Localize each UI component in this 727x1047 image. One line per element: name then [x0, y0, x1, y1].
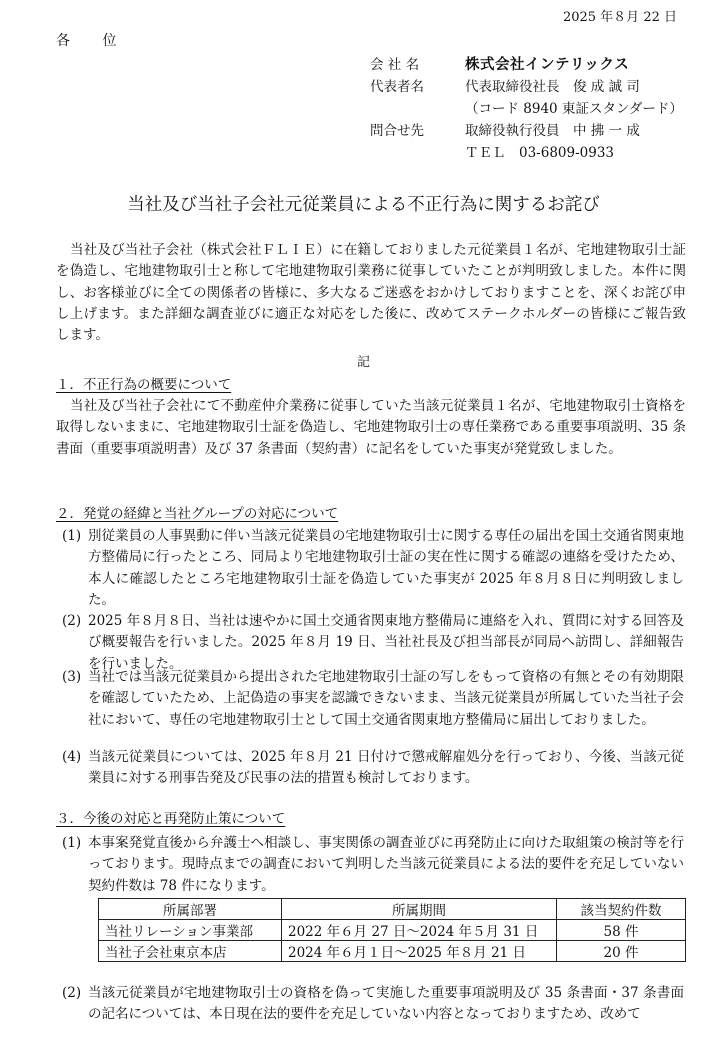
- item-text: 本事案発覚直後から弁護士へ相談し、事実関係の調査並びに再発防止に向けた取組策の検討等を行っております。現時点までの調査において判明した当該元従業員による法的要件を充足していない契約件数は 78 件になります。: [88, 835, 684, 894]
- item-number: (1): [62, 835, 82, 851]
- company-row: [370, 54, 630, 76]
- table-header-row: [99, 899, 686, 920]
- item-number: (2): [62, 985, 82, 1001]
- contact-row: [370, 120, 640, 142]
- contact-person: 取締役執行役員 中 拂 一 成: [465, 123, 640, 139]
- representative-label: 代表者名: [370, 79, 424, 95]
- cell-count: 58 件: [557, 920, 686, 941]
- document-date: 2025 年８月 22 日: [562, 10, 677, 25]
- section2-heading: ２．発覚の経緯と当社グループの対応について: [56, 506, 339, 522]
- representative-name: 代表取締役社長 俊 成 誠 司: [465, 79, 640, 95]
- cell-period: 2022 年６月 27 日～2024 年５月 31 日: [282, 920, 557, 941]
- stock-code-row: [370, 98, 683, 120]
- cell-count: 20 件: [557, 941, 686, 962]
- section2-item-4: [62, 747, 684, 790]
- contracts-table: [98, 898, 686, 962]
- representative-row: [370, 76, 640, 98]
- ki-marker: 記: [356, 355, 370, 370]
- header-department: 所属部署: [99, 899, 282, 920]
- item-text: 当該元従業員については、2025 年８月 21 日付けで懲戒解雇処分を行っており、今後、当該元従業員に対する刑事告発及び民事の法的措置も検討しております。: [88, 749, 684, 787]
- item-number: (1): [62, 528, 82, 544]
- header-period: 所属期間: [282, 899, 557, 920]
- item-number: (2): [62, 613, 82, 629]
- stock-code: （コード 8940 東証スタンダード）: [465, 101, 683, 117]
- item-text: 2025 年８月８日、当社は速やかに国土交通省関東地方整備局に連絡を入れ、質問に対する回答及び概要報告を行いました。2025 年８月 19 日、当社社長及び担当部長が同局へ訪問し、詳細報告を行いました。: [88, 613, 684, 672]
- section2-item-1: [62, 526, 684, 611]
- intro-paragraph: 当社及び当社子会社（株式会社ＦＬＩＥ）に在籍しておりました元従業員１名が、宅地建物取引士証を偽造し、宅地建物取引士と称して宅地建物取引業務に従事していたことが判明致しました。本件に関し、お客様並びに全ての関係者の皆様に、多大なるご迷惑をおかけしておりますことを、深くお詫び申し上げます。また詳細な調査並びに適正な対応をした後に、改めてステークホルダーの皆様にご報告致します。: [56, 242, 686, 344]
- company-name: 株式会社インテリックス: [465, 57, 630, 73]
- recipient: 各 位: [56, 33, 131, 49]
- issuer-info: [370, 54, 683, 164]
- section3-item-1: [62, 833, 684, 897]
- company-label: 会 社 名: [370, 57, 420, 73]
- cell-department: 当社リレーション事業部: [99, 920, 282, 941]
- cell-period: 2024 年６月１日～2025 年８月 21 日: [282, 941, 557, 962]
- document-title: 当社及び当社子会社元従業員による不正行為に関するお詫び: [127, 195, 600, 215]
- section3-item-2: [62, 983, 684, 1026]
- contact-label: 問合せ先: [370, 123, 424, 139]
- item-number: (4): [62, 749, 82, 765]
- tel-row: [370, 142, 615, 164]
- section2-item-2: [62, 611, 684, 675]
- section3-heading: ３．今後の対応と再発防止策について: [56, 811, 286, 827]
- table-row: [99, 920, 686, 941]
- section1-body: 当社及び当社子会社にて不動産仲介業務に従事していた当該元従業員１名が、宅地建物取引士資格を取得しないままに、宅地建物取引士証を偽造し、宅地建物取引士の専任業務である重要事項説明、35 条書面（重要事項説明書）及び 37 条書面（契約書）に記名をしていた事実が発覚致しました。: [56, 398, 686, 457]
- table-row: [99, 941, 686, 962]
- header-count: 該当契約件数: [557, 899, 686, 920]
- cell-department: 当社子会社東京本店: [99, 941, 282, 962]
- item-text: 当該元従業員が宅地建物取引士の資格を偽って実施した重要事項説明及び 35 条書面・37 条書面の記名については、本日現在法的要件を充足していない内容となっておりますため、改めて: [88, 985, 684, 1023]
- contact-tel: ＴＥＬ 03-6809-0933: [465, 145, 615, 161]
- item-text: 当社では当該元従業員から提出された宅地建物取引士証の写しをもって資格の有無とその有効期限を確認していたため、上記偽造の事実を認識できないまま、当該元従業員が所属していた当社子会社において、専任の宅地建物取引士として国土交通省関東地方整備局に届出しておりました。: [88, 669, 684, 728]
- item-text: 別従業員の人事異動に伴い当該元従業員の宅地建物取引士に関する専任の届出を国土交通省関東地方整備局に行ったところ、同局より宅地建物取引士証の実在性に関する確認の連絡を受けたため、本人に確認したところ宅地建物取引士証を偽造していた事実が 2025 年８月８日に判明致しました。: [88, 528, 684, 608]
- item-number: (3): [62, 669, 82, 685]
- section1-heading: １．不正行為の概要について: [56, 377, 232, 393]
- section2-item-3: [62, 667, 684, 731]
